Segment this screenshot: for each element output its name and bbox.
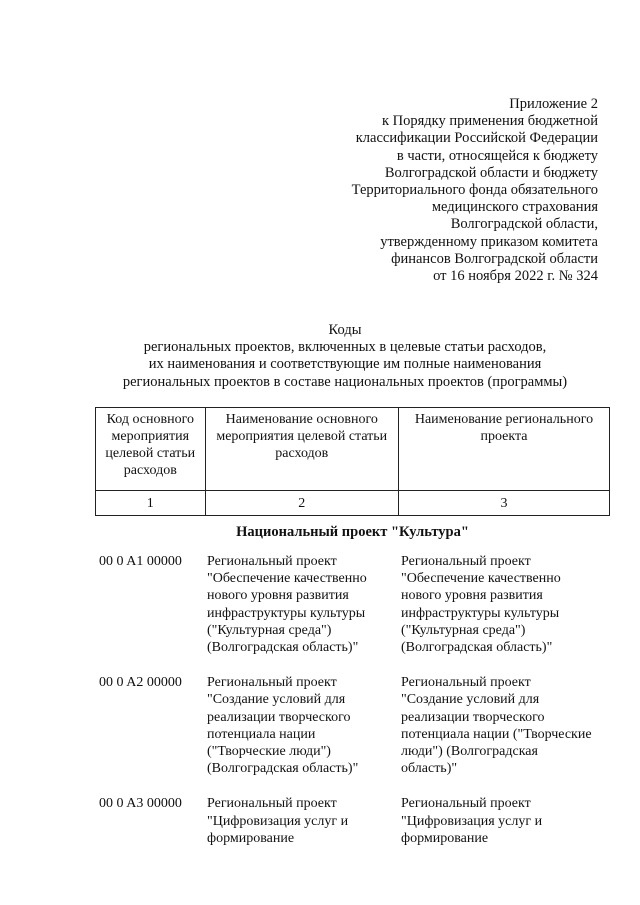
document-title	[95, 322, 595, 391]
header-line: проекта	[480, 429, 528, 444]
text-line: ("Культурная среда")	[207, 622, 332, 638]
title-line: региональных проектов в составе национальных проектов (программы)	[122, 373, 568, 390]
appendix-block	[298, 96, 598, 285]
appendix-line: в части, относящейся к бюджету	[396, 147, 598, 164]
text-line: (Волгоградская область)"	[207, 761, 359, 777]
text-line: нового уровня развития	[401, 588, 543, 604]
appendix-line: от 16 ноября 2022 г. № 324	[433, 268, 598, 285]
column-number-row	[96, 491, 610, 516]
appendix-line: классификации Российской Федерации	[355, 130, 598, 147]
text-line: формирование	[207, 830, 295, 846]
text-line: нового уровня развития	[207, 588, 349, 604]
table-row	[95, 674, 610, 777]
header-line: мероприятия	[111, 429, 190, 444]
text-line: потенциала нации ("Творческие	[401, 726, 592, 742]
text-line: Региональный проект	[207, 554, 337, 569]
text-line: ("Творческие люди")	[207, 744, 331, 760]
text-line: инфраструктуры культуры	[401, 605, 560, 621]
text-line: "Создание условий для	[207, 692, 346, 708]
column-number: 2	[205, 491, 398, 516]
table-row	[95, 553, 610, 656]
codes-table-header	[95, 407, 610, 516]
header-cell-code	[96, 408, 206, 491]
row-code: 00 0 A1 00000	[99, 554, 182, 569]
text-line: формирование	[401, 830, 489, 846]
row-activity-name	[207, 553, 392, 656]
text-line: Региональный проект	[401, 554, 531, 569]
title-line: Коды	[328, 322, 362, 338]
text-line: "Цифровизация услуг и	[401, 813, 543, 829]
text-line: ("Культурная среда")	[401, 622, 526, 638]
appendix-line: финансов Волгоградской области	[391, 250, 598, 267]
header-line: мероприятия целевой статьи	[216, 429, 388, 444]
appendix-line: Волгоградской области и бюджету	[384, 164, 598, 181]
header-line: Наименование основного	[225, 412, 378, 427]
title-line: региональных проектов, включенных в целевые статьи расходов,	[143, 339, 547, 356]
header-cell-regional-project	[398, 408, 609, 491]
text-line: "Создание условий для	[401, 692, 540, 708]
text-line: Региональный проект	[207, 675, 337, 691]
section-heading: Национальный проект "Культура"	[236, 524, 469, 540]
header-line: расходов	[123, 463, 177, 478]
row-project-name	[401, 795, 601, 847]
header-cell-main-activity	[205, 408, 398, 491]
appendix-line: Волгоградской области,	[450, 216, 598, 233]
text-line: реализации творческого	[401, 709, 545, 725]
table-row	[95, 795, 610, 847]
text-line: Региональный проект	[401, 796, 531, 812]
row-activity-name	[207, 795, 392, 847]
appendix-line: медицинского страхования	[431, 199, 598, 216]
table-header-row	[96, 408, 610, 491]
text-line: инфраструктуры культуры	[207, 605, 366, 621]
header-line: Наименование регионального	[414, 412, 594, 427]
row-code: 00 0 A2 00000	[99, 675, 182, 691]
header-line: Код основного	[106, 412, 194, 427]
header-line: расходов	[275, 446, 329, 461]
text-line: люди") (Волгоградская	[401, 744, 538, 760]
column-number: 3	[398, 491, 609, 516]
text-line: потенциала нации	[207, 726, 316, 742]
row-project-name	[401, 553, 601, 656]
appendix-line: к Порядку применения бюджетной	[381, 113, 598, 130]
text-line: Региональный проект	[401, 675, 531, 691]
text-line: реализации творческого	[207, 709, 351, 725]
table-body	[95, 553, 610, 865]
row-activity-name	[207, 674, 392, 777]
text-line: "Обеспечение качественно	[207, 571, 367, 587]
text-line: Региональный проект	[207, 796, 337, 812]
appendix-line: Территориального фонда обязательного	[351, 182, 598, 199]
text-line: "Обеспечение качественно	[401, 571, 561, 587]
row-code: 00 0 A3 00000	[99, 796, 182, 812]
title-line: их наименования и соответствующие им полные наименования	[148, 356, 542, 373]
row-project-name	[401, 674, 601, 777]
appendix-line: утвержденному приказом комитета	[380, 233, 598, 250]
text-line: (Волгоградская область)"	[401, 640, 553, 656]
column-number: 1	[96, 491, 206, 516]
text-line: "Цифровизация услуг и	[207, 813, 349, 829]
appendix-line: Приложение 2	[509, 96, 598, 112]
text-line: область)"	[401, 761, 458, 777]
text-line: (Волгоградская область)"	[207, 640, 359, 656]
header-line: целевой статьи	[105, 446, 196, 461]
